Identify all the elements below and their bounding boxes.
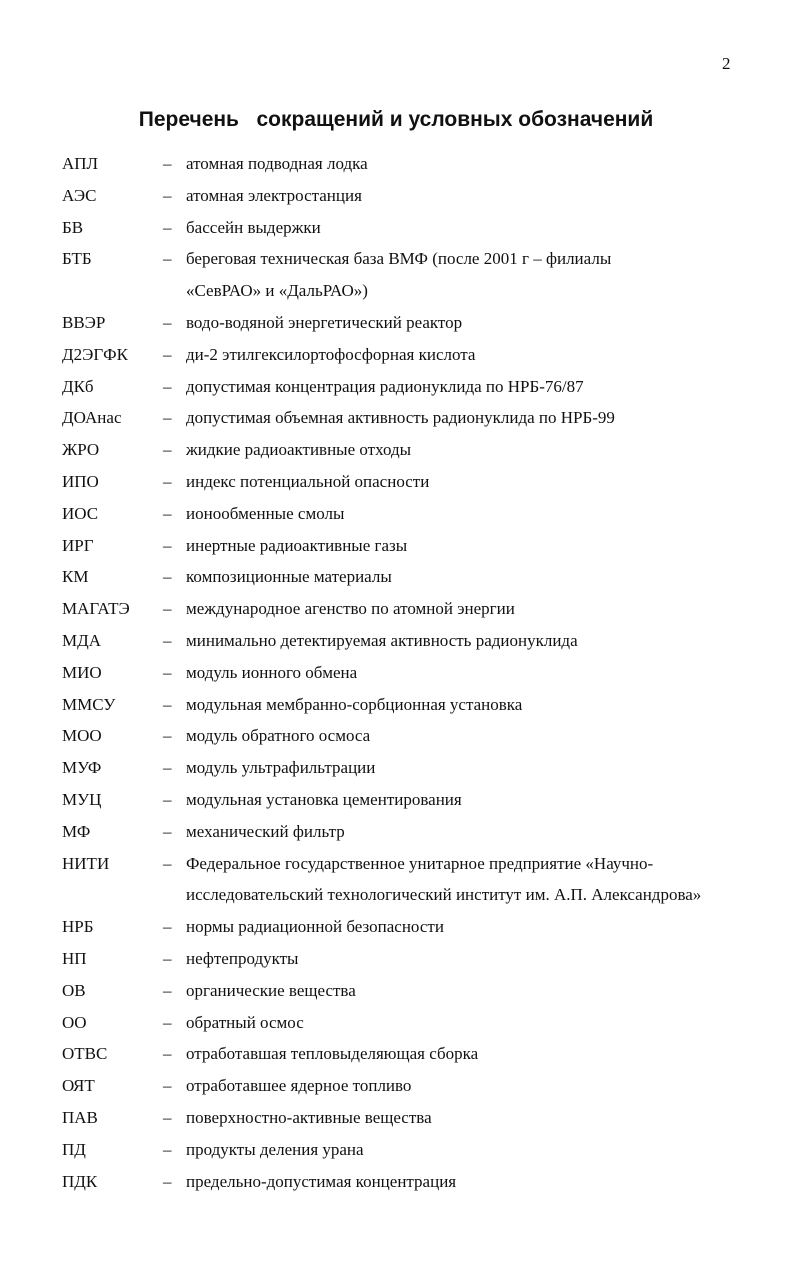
abbreviation: ОО [62,1012,87,1032]
list-item [0,532,792,564]
dash-separator: – [163,726,172,746]
dash-separator: – [163,821,172,841]
definition: отработавшая тепловыделяющая сборка [186,1044,479,1064]
abbreviation: ИПО [62,471,99,491]
dash-separator: – [163,503,172,523]
definition: атомная подводная лодка [186,154,368,173]
definition: индекс потенциальной опасности [186,471,430,491]
list-item [0,563,792,595]
definition: инертные радиоактивные газы [186,535,408,555]
dash-separator: – [163,471,172,491]
definition: водо-водяной энергетический реактор [186,312,463,332]
dash-separator: – [163,185,172,205]
abbreviation: НРБ [62,917,94,937]
list-item [0,309,792,341]
abbreviation: НИТИ [62,853,110,873]
list-item-continuation [0,881,792,913]
definition: обратный осмос [186,1012,304,1032]
abbreviation: МУЦ [62,789,102,809]
definition: модуль ионного обмена [186,662,358,682]
definition: Федеральное государственное унитарное предприятие «Научно- [186,853,654,873]
dash-separator: – [163,217,172,237]
definition: атомная электростанция [186,185,362,205]
list-item [0,722,792,754]
definition: механический фильтр [186,821,345,841]
dash-separator: – [163,948,172,968]
dash-separator: – [163,917,172,937]
dash-separator: – [163,1012,172,1032]
abbreviation: АЭС [62,185,97,205]
dash-separator: – [163,789,172,809]
definition: жидкие радиоактивные отходы [186,440,412,460]
definition: допустимая объемная активность радионуклида по НРБ-99 [186,408,615,428]
list-item [0,1168,792,1200]
dash-separator: – [163,1044,172,1064]
dash-separator: – [163,440,172,460]
list-item [0,754,792,786]
abbreviation: ВВЭР [62,312,106,332]
list-item [0,245,792,277]
abbreviation: Д2ЭГФК [62,344,128,364]
definition: исследовательский технологический институт им. А.П. Александрова» [186,885,702,905]
definition: модульная мембранно-сорбционная установка [186,694,523,714]
definition: модуль обратного осмоса [186,726,371,746]
dash-separator: – [163,662,172,682]
dash-separator: – [163,630,172,650]
list-item [0,1072,792,1104]
list-item [0,214,792,246]
abbreviation: ОВ [62,980,86,1000]
abbreviation: ММСУ [62,694,116,714]
list-item [0,468,792,500]
definition: ионообменные смолы [186,503,345,523]
definition: «СевРАО» и «ДальРАО») [186,281,368,301]
definition: минимально детектируемая активность радионуклида [186,630,578,650]
list-item [0,627,792,659]
definition: предельно-допустимая концентрация [186,1171,457,1191]
dash-separator: – [163,249,172,269]
definition: продукты деления урана [186,1139,364,1159]
list-item [0,595,792,627]
definition: нефтепродукты [186,948,299,968]
abbreviation: БТБ [62,249,92,269]
abbreviation: ПД [62,1139,86,1159]
list-item [0,1009,792,1041]
abbreviation: ПАВ [62,1107,98,1127]
list-item [0,945,792,977]
dash-separator: – [163,694,172,714]
definition: допустимая концентрация радионуклида по НРБ-76/87 [186,376,584,396]
list-item [0,500,792,532]
abbreviation: ИОС [62,503,99,523]
definition: органические вещества [186,980,356,1000]
list-item [0,436,792,468]
abbreviation: ДОАнас [62,408,122,428]
abbreviation: БВ [62,217,84,237]
abbreviation: ПДК [62,1171,98,1191]
dash-separator: – [163,1139,172,1159]
abbreviation: ЖРО [62,440,100,460]
abbreviation: МФ [62,821,91,841]
abbreviation: ОТВС [62,1044,108,1064]
definition: поверхностно-активные вещества [186,1107,432,1127]
dash-separator: – [163,599,172,619]
dash-separator: – [163,535,172,555]
abbreviation: АПЛ [62,154,99,173]
definition: модульная установка цементирования [186,789,462,809]
definition: международное агенство по атомной энергии [186,599,515,619]
abbreviation: МИО [62,662,102,682]
abbreviation: ДКб [62,376,94,396]
list-item [0,1136,792,1168]
dash-separator: – [163,980,172,1000]
dash-separator: – [163,154,172,173]
dash-separator: – [163,1107,172,1127]
list-item [0,373,792,405]
definition: нормы радиационной безопасности [186,917,444,937]
dash-separator: – [163,408,172,428]
list-item [0,1104,792,1136]
page-number: 2 [722,54,731,73]
list-item [0,182,792,214]
dash-separator: – [163,567,172,587]
abbreviation: ОЯТ [62,1076,95,1096]
definition: модуль ультрафильтрации [186,758,376,778]
dash-separator: – [163,312,172,332]
list-item [0,818,792,850]
dash-separator: – [163,376,172,396]
dash-separator: – [163,1076,172,1096]
definition: береговая техническая база ВМФ (после 2001 г – филиалы [186,249,612,269]
list-item [0,913,792,945]
page-title: Перечень сокращений и условных обозначений [138,108,654,131]
definition: бассейн выдержки [186,217,321,237]
dash-separator: – [163,758,172,778]
list-item [0,341,792,373]
dash-separator: – [163,344,172,364]
definition: ди-2 этилгексилортофосфорная кислота [186,344,476,364]
list-item [0,977,792,1009]
list-item [0,691,792,723]
list-item [0,404,792,436]
definition: композиционные материалы [186,567,392,587]
abbreviation: КМ [62,567,89,587]
abbreviation: ИРГ [62,535,94,555]
abbreviation-list [0,150,792,1199]
abbreviation: МОО [62,726,102,746]
list-item [0,786,792,818]
list-item [0,659,792,691]
dash-separator: – [163,853,172,873]
definition: отработавшее ядерное топливо [186,1076,412,1096]
list-item [0,850,792,882]
dash-separator: – [163,1171,172,1191]
abbreviation: МУФ [62,758,102,778]
list-item-continuation [0,277,792,309]
abbreviation: МАГАТЭ [62,599,130,619]
abbreviation: НП [62,948,87,968]
list-item [0,1040,792,1072]
list-item [0,150,792,182]
abbreviation: МДА [62,630,101,650]
